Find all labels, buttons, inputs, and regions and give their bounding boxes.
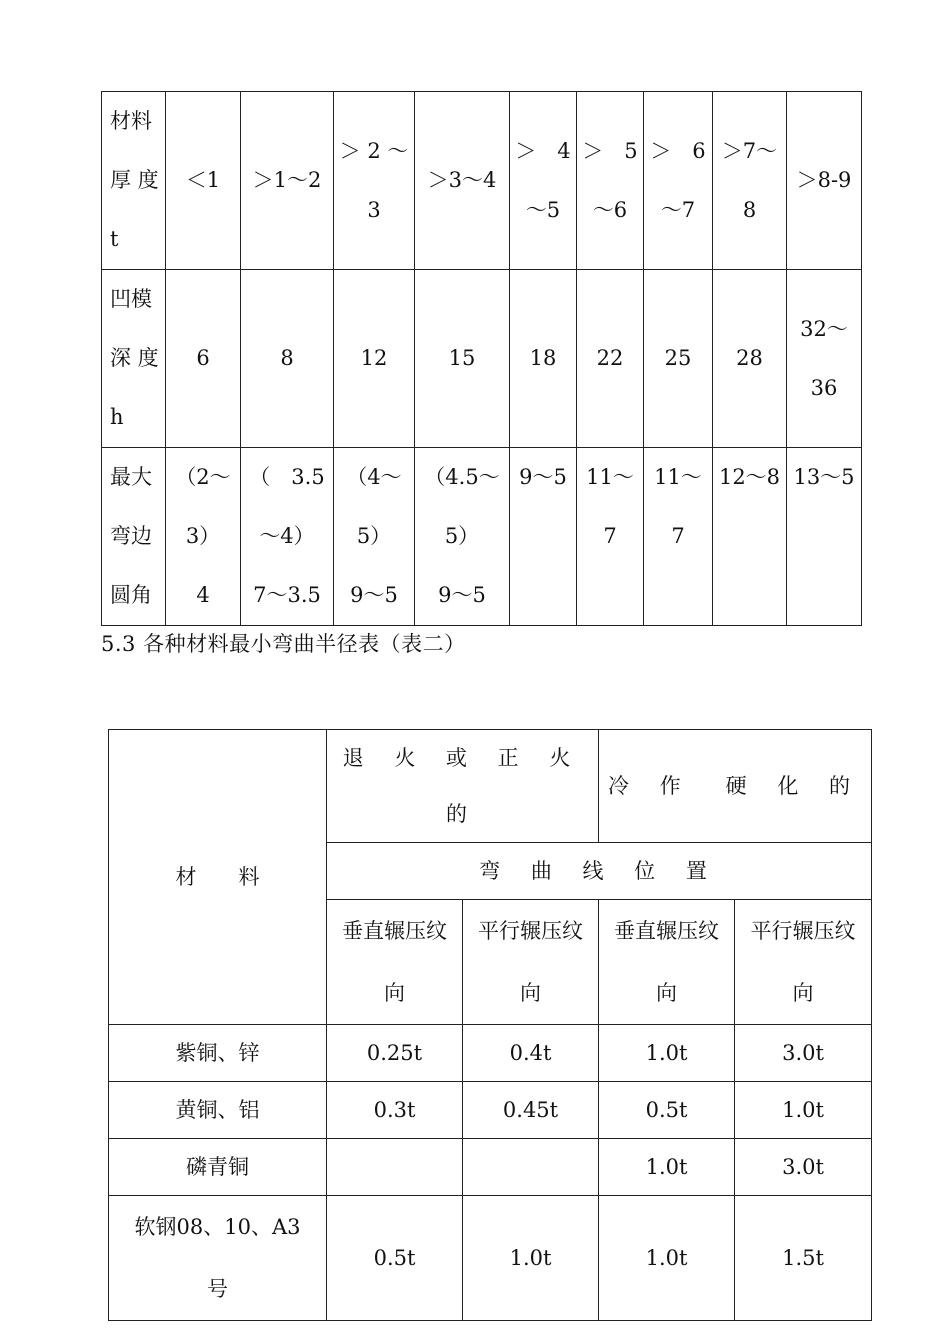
table-cell: 1.0t <box>735 1082 872 1139</box>
table-cell: ＞1～2 <box>241 92 334 270</box>
table-cell: 32～ 36 <box>787 270 862 448</box>
table-cell: 13～5 <box>787 448 862 626</box>
table-row <box>109 1082 872 1139</box>
table-cell: 1.0t <box>599 1196 735 1321</box>
material-name: 磷青铜 <box>109 1139 327 1196</box>
table-cell: 8 <box>241 270 334 448</box>
table-cell: 22 <box>577 270 644 448</box>
table-row <box>109 1196 872 1321</box>
table-cell: 3.0t <box>735 1025 872 1082</box>
bend-line-header: 弯 曲 线 位 置 <box>327 843 872 900</box>
table-cell: （4～ 5） 9～5 <box>334 448 415 626</box>
table-caption: 5.3 各种材料最小弯曲半径表（表二） <box>101 632 466 656</box>
direction-header: 平行辗压纹 向 <box>735 900 872 1025</box>
material-header: 材 料 <box>109 730 327 1025</box>
material-name: 软钢08、10、A3 号 <box>109 1196 327 1321</box>
table-cell: 28 <box>713 270 787 448</box>
depth-row <box>102 270 862 448</box>
direction-header: 平行辗压纹 向 <box>463 900 599 1025</box>
table-cell: ＞8-9 <box>787 92 862 270</box>
table-row <box>109 1025 872 1082</box>
table-cell: （4.5～ 5） 9～5 <box>415 448 510 626</box>
direction-header: 垂直辗压纹 向 <box>327 900 463 1025</box>
row-label-thickness: 材料 厚 度 t <box>102 92 166 270</box>
table-cell: 18 <box>510 270 577 448</box>
table-cell: 25 <box>644 270 713 448</box>
bend-radius-table <box>108 729 872 1321</box>
table-cell: 15 <box>415 270 510 448</box>
row-label-radius: 最大 弯边 圆角 <box>102 448 166 626</box>
row-label-depth: 凹模 深 度 h <box>102 270 166 448</box>
direction-header: 垂直辗压纹 向 <box>599 900 735 1025</box>
die-depth-table <box>101 91 862 626</box>
table-cell: 11～ 7 <box>577 448 644 626</box>
table-cell: 12～8 <box>713 448 787 626</box>
table-cell: 0.45t <box>463 1082 599 1139</box>
radius-row <box>102 448 862 626</box>
cold-worked-header: 冷 作 硬 化 的 <box>599 730 872 843</box>
table-cell: 1.0t <box>599 1025 735 1082</box>
header-row-treatment <box>109 730 872 843</box>
table-cell: 12 <box>334 270 415 448</box>
table-cell: 11～ 7 <box>644 448 713 626</box>
table-cell: 0.5t <box>327 1196 463 1321</box>
table-cell: 1.0t <box>599 1139 735 1196</box>
table-row <box>109 1139 872 1196</box>
table-cell: 0.25t <box>327 1025 463 1082</box>
table-cell: ＞3～4 <box>415 92 510 270</box>
table-cell: ＞ 5 ～6 <box>577 92 644 270</box>
table-cell <box>463 1139 599 1196</box>
table-cell: ＞ 6 ～7 <box>644 92 713 270</box>
table-cell: 0.3t <box>327 1082 463 1139</box>
table-cell <box>327 1139 463 1196</box>
table-cell: 1.0t <box>463 1196 599 1321</box>
table-cell: 0.4t <box>463 1025 599 1082</box>
table-cell: 1.5t <box>735 1196 872 1321</box>
table-cell: 6 <box>166 270 241 448</box>
table-cell: ＞ 4 ～5 <box>510 92 577 270</box>
annealed-header: 退 火 或 正 火 的 <box>327 730 599 843</box>
table-cell: ＞ 2 ～ 3 <box>334 92 415 270</box>
table-cell: ＜1 <box>166 92 241 270</box>
table-cell: 3.0t <box>735 1139 872 1196</box>
table-cell: 9～5 <box>510 448 577 626</box>
table-cell: （ 3.5 ～4） 7～3.5 <box>241 448 334 626</box>
thickness-row <box>102 92 862 270</box>
table-cell: ＞7～ 8 <box>713 92 787 270</box>
material-name: 黄铜、铝 <box>109 1082 327 1139</box>
material-name: 紫铜、锌 <box>109 1025 327 1082</box>
table-cell: 0.5t <box>599 1082 735 1139</box>
table-cell: （2～ 3） 4 <box>166 448 241 626</box>
